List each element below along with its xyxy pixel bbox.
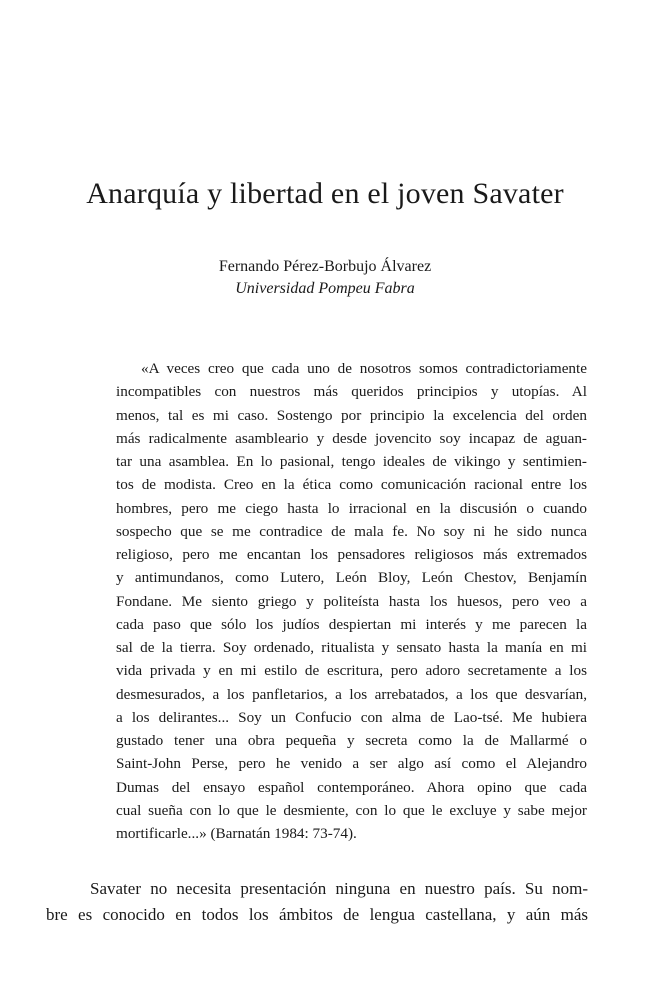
quote-line: Fondane. Me siento griego y politeísta hasta los huesos, pero veo a (116, 592, 587, 610)
quote-line: «A veces creo que cada uno de nosotros somos contradictoriamente (141, 360, 587, 377)
quote-line: menos, tal es mi caso. Sostengo por principio la excelencia del orden (116, 406, 587, 424)
quote-line: más radicalmente asambleario y desde jovencito soy incapaz de aguan- (116, 429, 587, 447)
quote-line: Saint-John Perse, pero he venido a ser algo así como el Alejandro (116, 755, 587, 773)
quote-line: y antimundanos, como Lutero, León Bloy, León Chestov, Benjamín (116, 569, 587, 587)
quote-line: a los delirantes... Soy un Confucio con alma de Lao-tsé. Me hubiera (116, 708, 587, 726)
quote-line: gustado tener una obra pequeña y secreta como la de Mallarmé o (116, 732, 587, 749)
body-paragraph (46, 876, 588, 928)
body-line: Savater no necesita presentación ninguna en nuestro país. Su nom- (90, 879, 588, 898)
quote-line: Dumas del ensayo español contemporáneo. Ahora opino que cada (116, 778, 587, 796)
quote-line: cada paso que sólo los judíos despiertan mi interés y me parecen la (116, 615, 587, 633)
body-line: bre es conocido en todos los ámbitos de lengua castellana, y aún más (46, 905, 588, 924)
quote-line: desmesurados, a los panfletarios, a los arrebatados, a los que desvarían, (116, 685, 587, 703)
epigraph-quote (116, 357, 587, 845)
quote-line: cual sueña con lo que le desmiente, con lo que le excluye y sabe mejor (116, 801, 587, 819)
quote-line: vida privada y en mi estilo de escritura, pero adoro secretamente a los (116, 662, 587, 680)
quote-line: hombres, pero me ciego hasta lo irracional en la discusión o cuando (116, 499, 587, 517)
author-name: Fernando Pérez-Borbujo Álvarez (218, 258, 432, 275)
quote-line: sal de la tierra. Soy ordenado, ritualista y sensato hasta la manía en mi (116, 639, 587, 656)
quote-line: tos de modista. Creo en la ética como comunicación racional entre los (116, 476, 587, 494)
quote-line: sospecho que se me contradice de mala fe. No soy ni he sido nunca (116, 522, 587, 540)
quote-line: religioso, pero me encantan los pensadores religiosos más extremados (116, 546, 587, 563)
quote-line: tar una asamblea. En lo pasional, tengo ideales de vikingo y sentimien- (116, 453, 587, 470)
author-affiliation: Universidad Pompeu Fabra (235, 280, 415, 297)
article-title: Anarquía y libertad en el joven Savater (86, 177, 564, 210)
quote-line: mortificarle...» (Barnatán 1984: 73-74). (116, 825, 357, 842)
quote-line: incompatibles con nuestros más queridos principios y utopías. Al (116, 383, 587, 401)
